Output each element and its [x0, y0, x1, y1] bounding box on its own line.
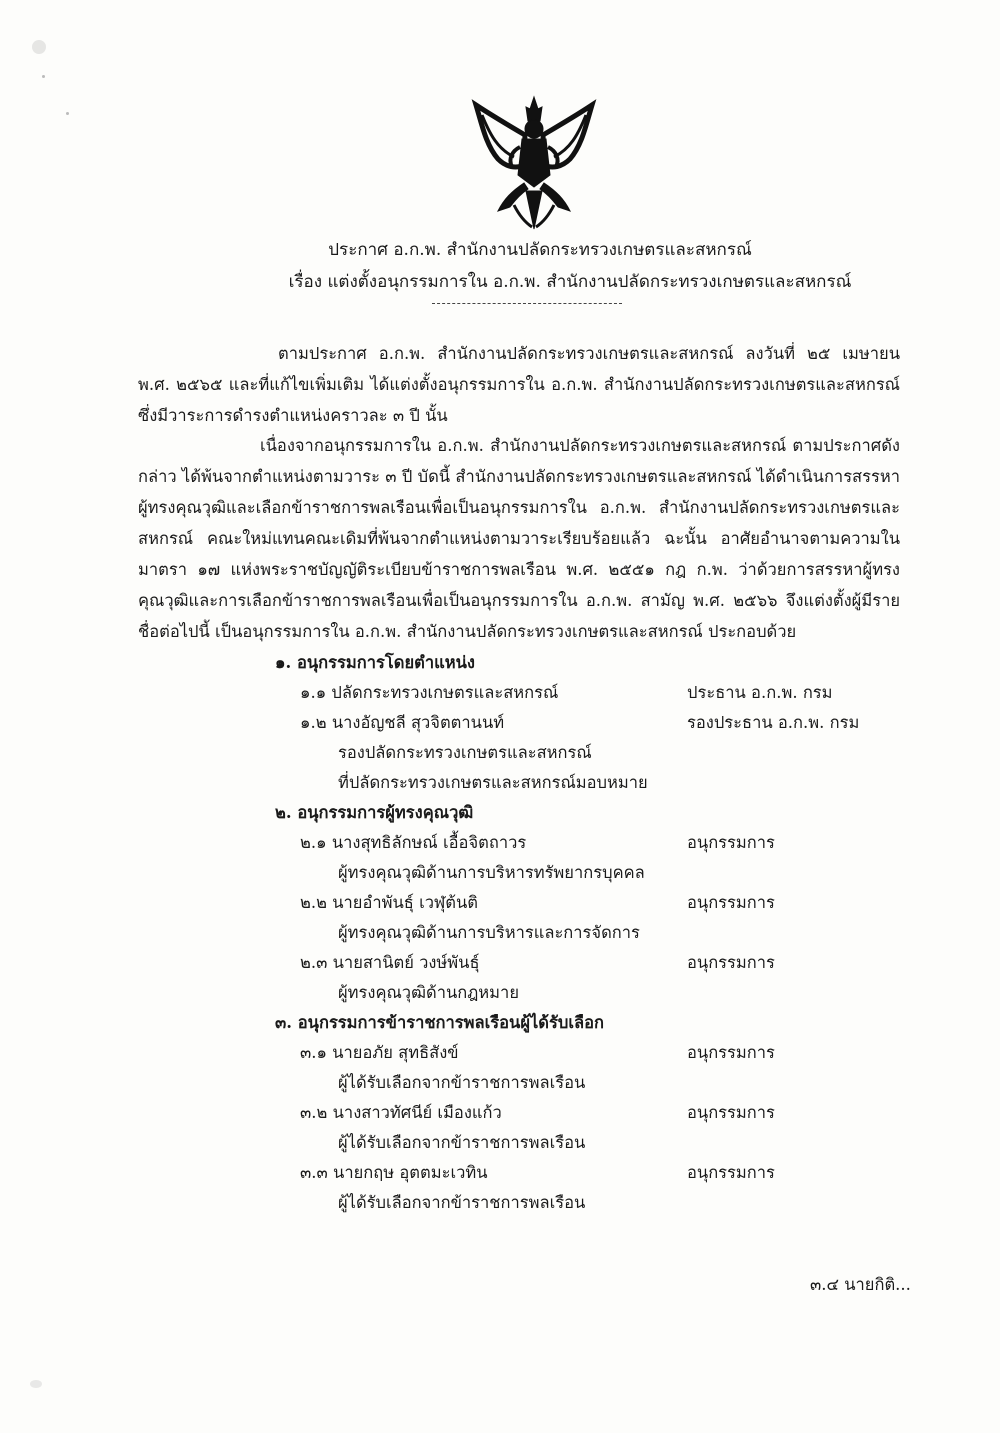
scan-speck — [42, 75, 45, 78]
list-item — [0, 1160, 1000, 1190]
member-name: ๓.๒ นางสาวทัศนีย์ เมืองแก้ว — [300, 1103, 502, 1122]
list-item — [0, 710, 1000, 740]
member-role: อนุกรรมการ — [687, 1163, 775, 1182]
section-heading — [0, 800, 1000, 830]
list-item — [0, 1040, 1000, 1070]
member-detail-text: ผู้ทรงคุณวุฒิด้านการบริหารและการจัดการ — [338, 923, 640, 942]
member-detail — [0, 770, 1000, 800]
member-role: อนุกรรมการ — [687, 1103, 775, 1122]
member-role: รองประธาน อ.ก.พ. กรม — [687, 713, 860, 732]
member-role: อนุกรรมการ — [687, 1043, 775, 1062]
member-detail — [0, 740, 1000, 770]
member-name: ๒.๑ นางสุทธิลักษณ์ เอื้อจิตถาวร — [300, 833, 527, 852]
list-item — [0, 1100, 1000, 1130]
list-item — [0, 680, 1000, 710]
member-detail-text: ผู้ได้รับเลือกจากข้าราชการพลเรือน — [338, 1133, 586, 1152]
paragraph-2: เนื่องจากอนุกรรมการใน อ.ก.พ. สำนักงานปลัดกระทรวงเกษตรและสหกรณ์ ตามประกาศดังกล่าว ได้พ้นจากตำแหน่งตามวาระ ๓ ปี บัดนี้ สำนักงานปลัดกระทรวงเกษตรและสหกรณ์ ได้ดำเนินการสรรหาผู้ทรงคุณวุฒิและเลือกข้าราชการพลเรือนเพื่อเป็นอนุกรรมการใน อ.ก.พ. สำนักงานปลัดกระทรวงเกษตรและสหกรณ์ คณะใหม่แทนคณะเดิมที่พ้นจากตำแหน่งตามวาระเรียบร้อยแล้ว ฉะนั้น อาศัยอำนาจตามความในมาตรา ๑๗ แห่งพระราชบัญญัติระเบียบข้าราชการพลเรือน พ.ศ. ๒๕๕๑ กฎ ก.พ. ว่าด้วยการสรรหาผู้ทรงคุณวุฒิและการเลือกข้าราชการพลเรือนเพื่อเป็นอนุกรรมการใน อ.ก.พ. สามัญ พ.ศ. ๒๕๖๖ จึงแต่งตั้งผู้มีรายชื่อต่อไปนี้ เป็นอนุกรรมการใน อ.ก.พ. สำนักงานปลัดกระทรวงเกษตรและสหกรณ์ ประกอบด้วย — [138, 436, 900, 641]
member-name: ๒.๓ นายสานิตย์ วงษ์พันธุ์ — [300, 953, 480, 972]
divider — [432, 303, 622, 304]
page-continuation: ๓.๔ นายกิติ... — [810, 1275, 911, 1294]
scan-speck — [32, 40, 46, 54]
member-role: อนุกรรมการ — [687, 893, 775, 912]
member-name: ๑.๑ ปลัดกระทรวงเกษตรและสหกรณ์ — [300, 683, 559, 702]
member-detail-text: ผู้ได้รับเลือกจากข้าราชการพลเรือน — [338, 1073, 586, 1092]
member-role: ประธาน อ.ก.พ. กรม — [687, 683, 833, 702]
member-detail-text: ผู้ได้รับเลือกจากข้าราชการพลเรือน — [338, 1193, 586, 1212]
list-item — [0, 890, 1000, 920]
member-detail-text: ผู้ทรงคุณวุฒิด้านกฎหมาย — [338, 983, 519, 1002]
announcement-subject: เรื่อง แต่งตั้งอนุกรรมการใน อ.ก.พ. สำนักงานปลัดกระทรวงเกษตรและสหกรณ์ — [288, 272, 852, 292]
section-title: ๒. อนุกรรมการผู้ทรงคุณวุฒิ — [275, 803, 474, 822]
section-title: ๑. อนุกรรมการโดยตำแหน่ง — [275, 653, 475, 672]
member-detail — [0, 1070, 1000, 1100]
member-detail — [0, 1190, 1000, 1220]
member-detail — [0, 920, 1000, 950]
garuda-emblem-icon — [468, 95, 600, 230]
member-role: อนุกรรมการ — [687, 833, 775, 852]
member-role: อนุกรรมการ — [687, 953, 775, 972]
member-name: ๒.๒ นายอำพันธุ์ เวฬุต้นติ — [300, 893, 478, 912]
member-name: ๓.๓ นายกฤษ อุตตมะเวทิน — [300, 1163, 488, 1182]
section-heading — [0, 650, 1000, 680]
committee-list — [0, 650, 1000, 1220]
member-detail-text: รองปลัดกระทรวงเกษตรและสหกรณ์ — [338, 743, 592, 762]
member-name: ๑.๒ นางอัญชลี สุวจิตตานนท์ — [300, 713, 505, 732]
scan-speck — [66, 112, 69, 115]
announcement-title: ประกาศ อ.ก.พ. สำนักงานปลัดกระทรวงเกษตรและสหกรณ์ — [328, 240, 752, 260]
scan-speck — [30, 1380, 42, 1388]
list-item — [0, 830, 1000, 860]
member-detail — [0, 860, 1000, 890]
member-detail — [0, 1130, 1000, 1160]
section-title: ๓. อนุกรรมการข้าราชการพลเรือนผู้ได้รับเลือก — [275, 1013, 605, 1032]
member-detail — [0, 980, 1000, 1010]
list-item — [0, 950, 1000, 980]
member-name: ๓.๑ นายอภัย สุทธิสังข์ — [300, 1043, 459, 1062]
paragraph-1: ตามประกาศ อ.ก.พ. สำนักงานปลัดกระทรวงเกษตรและสหกรณ์ ลงวันที่ ๒๕ เมษายน พ.ศ. ๒๕๖๕ และที่แก้ไขเพิ่มเติม ได้แต่งตั้งอนุกรรมการใน อ.ก.พ. สำนักงานปลัดกระทรวงเกษตรและสหกรณ์ ซึ่งมีวาระการดำรงตำแหน่งคราวละ ๓ ปี นั้น — [138, 344, 900, 425]
section-heading — [0, 1010, 1000, 1040]
member-detail-text: ผู้ทรงคุณวุฒิด้านการบริหารทรัพยากรบุคคล — [338, 863, 645, 882]
member-detail-text: ที่ปลัดกระทรวงเกษตรและสหกรณ์มอบหมาย — [338, 773, 648, 792]
